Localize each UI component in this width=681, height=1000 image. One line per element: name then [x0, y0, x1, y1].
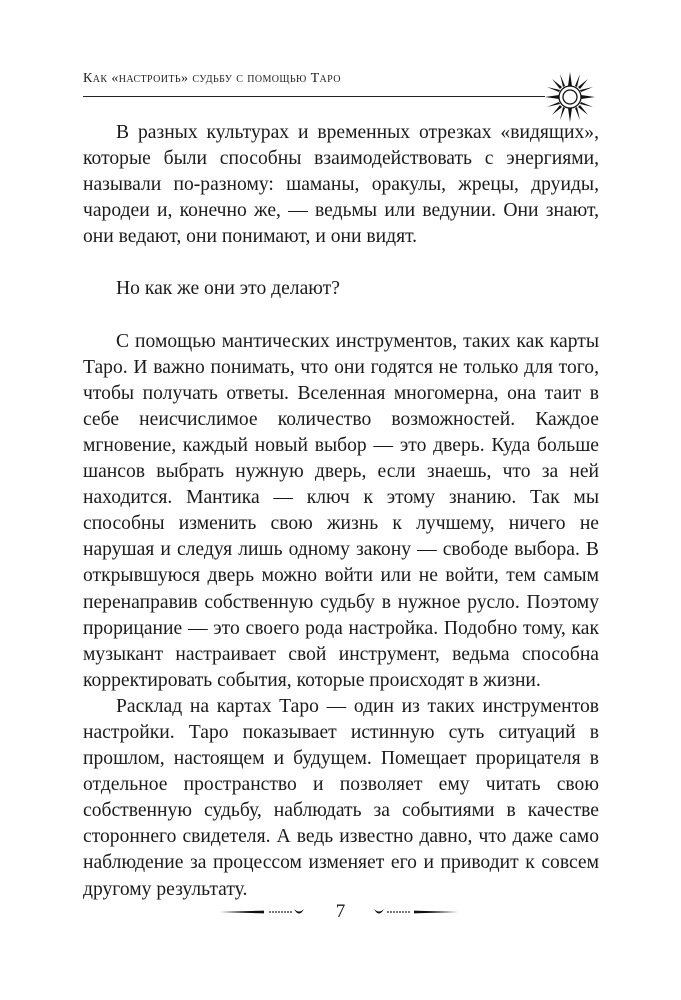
sun-ornament-icon: [543, 70, 597, 124]
header-rule: [83, 96, 545, 97]
paragraph-4: Расклад на картах Таро — один из таких инструментов настройки. Таро показывает истинную суть ситуаций в прошлом, настоящем и будущем. Помещает прорицателя в отдельное пространство и позволяет ему читать свою собственную судьбу, наблюдать за событиями в качестве стороннего свидетеля. А ведь известно давно, что даже само наблюдение за процессом изменяет его и приводит к совсем другому результату.: [83, 695, 599, 900]
page-footer: [0, 899, 681, 927]
dotted-moon-ornament-icon: [374, 905, 574, 921]
running-title: Как «настроить» судьбу с помощью Таро: [83, 71, 341, 86]
page-number: 7: [335, 901, 346, 922]
paragraph-1: В разных культурах и временных отрезках «видящих», которые были способны взаимодействовать с энергиями, называли по-разному: шаманы, оракулы, жрецы, друиды, чародеи и, конечно же, — ведьмы или ведунии. Они знают, они ведают, они понимают, и они видят.: [83, 122, 599, 248]
paragraph-2: Но как же они это делают?: [116, 278, 340, 300]
body-text: [83, 120, 599, 903]
paragraph-3: С помощью мантических инструментов, таких как карты Таро. И важно понимать, что они годятся не только для того, чтобы получать ответы. Вселенная многомерна, она таит в себе неисчислимое количество возможностей. Каждое мгновение, каждый новый выбор — это дверь. Куда больше шансов выбрать нужную дверь, если знаешь, что за ней находится. Мантика — ключ к этому знанию. Так мы способны изменить свою жизнь к лучшему, ничего не нарушая и следуя лишь одному закону — свободе выбора. В открывшуюся дверь можно войти или не войти, тем самым перенаправив собственную судьбу в нужное русло. Поэтому прорицание — это своего рода настройка. Подобно тому, как музыкант настраивает свой инструмент, ведьма способна корректировать события, которые происходят в жизни.: [83, 330, 599, 691]
